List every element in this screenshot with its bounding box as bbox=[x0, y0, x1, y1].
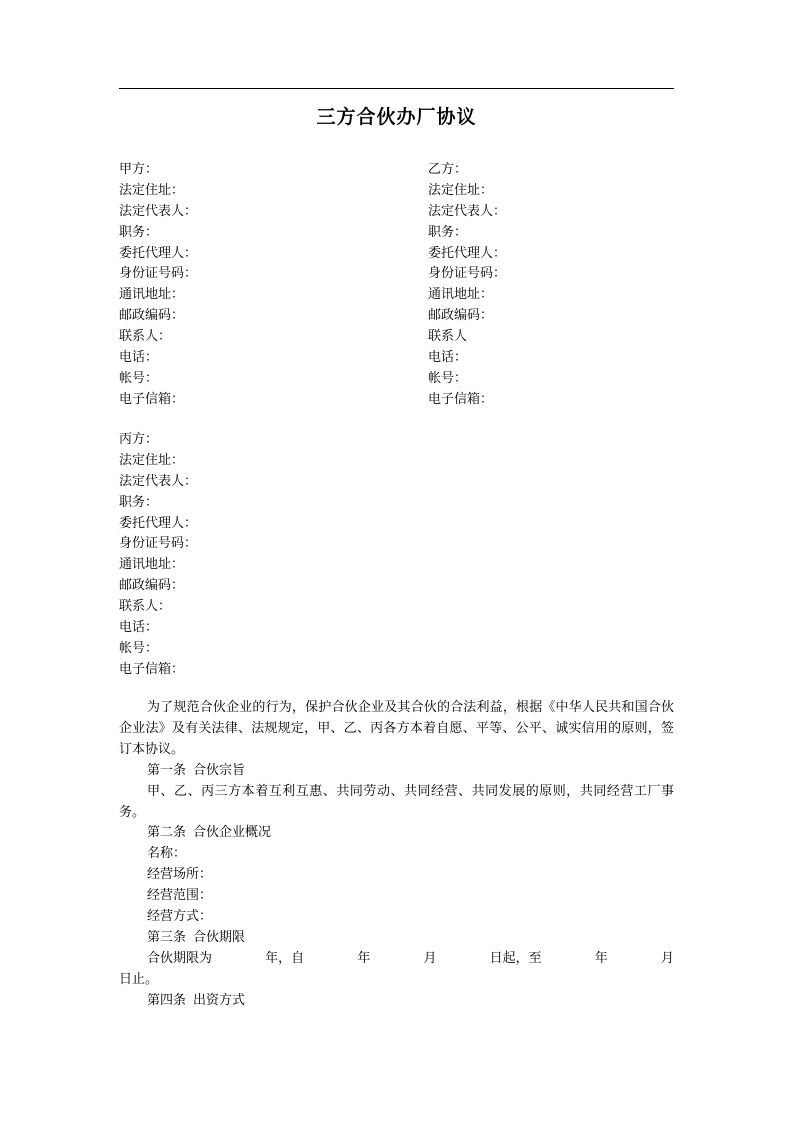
party-a-field: 委托代理人： bbox=[119, 245, 198, 261]
header-rule bbox=[119, 88, 674, 89]
party-b-field: 帐号： bbox=[428, 370, 468, 386]
article-number: 第二条 bbox=[147, 825, 187, 841]
article-2-heading bbox=[119, 823, 674, 844]
party-a-field: 通讯地址： bbox=[119, 287, 185, 303]
party-a-field: 帐号： bbox=[119, 370, 159, 386]
article-2-item: 经营范围： bbox=[147, 888, 213, 904]
party-a-field: 甲方： bbox=[119, 162, 159, 177]
party-a-block bbox=[119, 160, 419, 411]
party-c-field: 委托代理人： bbox=[119, 515, 198, 531]
party-c-field: 邮政编码： bbox=[119, 578, 185, 594]
article-3-heading bbox=[119, 928, 674, 949]
party-b-field: 电子信箱： bbox=[428, 391, 494, 407]
party-c-field: 联系人： bbox=[119, 599, 172, 615]
party-a-field: 电话： bbox=[119, 350, 159, 366]
party-b-field: 邮政编码： bbox=[428, 308, 494, 324]
party-a-field: 电子信箱： bbox=[119, 391, 185, 407]
article-name: 合伙企业概况 bbox=[193, 825, 272, 841]
party-a-field: 身份证号码： bbox=[119, 266, 198, 282]
article-number: 第三条 bbox=[147, 929, 187, 945]
party-c-field: 电话： bbox=[119, 620, 159, 636]
article-1-paragraph: 甲、乙、丙三方本着互利互惠、共同劳动、共同经营、共同发展的原则，共同经营工厂事务。 bbox=[119, 783, 674, 820]
document-title: 三方合伙办厂协议 bbox=[316, 106, 477, 128]
party-a-field: 联系人： bbox=[119, 329, 172, 345]
party-c-field: 通讯地址： bbox=[119, 557, 185, 573]
party-b-field: 职务： bbox=[428, 224, 468, 240]
party-c-field: 帐号： bbox=[119, 640, 159, 656]
article-2-item: 经营场所： bbox=[147, 867, 213, 883]
article-name: 合伙宗旨 bbox=[193, 762, 246, 778]
party-c-field: 身份证号码： bbox=[119, 536, 198, 552]
party-b-field: 联系人 bbox=[428, 329, 468, 345]
article-4-heading bbox=[119, 991, 674, 1012]
article-2-item: 名称： bbox=[147, 846, 187, 862]
preamble-paragraph: 为了规范合伙企业的行为，保护合伙企业及其合伙的合法利益，根据《中华人民共和国合伙企业法》及有关法律、法规规定，甲、乙、丙各方本着自愿、平等、公平、诚实信用的原则，签订本协议。 bbox=[119, 700, 674, 757]
article-2-item: 经营方式： bbox=[147, 909, 213, 925]
article-number: 第四条 bbox=[147, 992, 187, 1008]
party-b-field: 乙方： bbox=[428, 162, 468, 177]
party-c-block bbox=[119, 430, 419, 681]
party-b-field: 委托代理人： bbox=[428, 245, 507, 261]
party-b-field: 通讯地址： bbox=[428, 287, 494, 303]
party-a-field: 法定代表人： bbox=[119, 203, 198, 219]
article-1-heading bbox=[119, 761, 674, 782]
term-text: 年 bbox=[357, 950, 371, 966]
article-number: 第一条 bbox=[147, 762, 187, 778]
party-b-field: 法定住址： bbox=[428, 182, 494, 198]
term-text: 日起，至 bbox=[489, 950, 542, 966]
article-name: 合伙期限 bbox=[193, 929, 246, 945]
party-a-field: 职务： bbox=[119, 224, 159, 240]
term-text: 月 bbox=[423, 950, 437, 966]
agreement-body bbox=[119, 698, 674, 1012]
party-a-field: 邮政编码： bbox=[119, 308, 185, 324]
article-name: 出资方式 bbox=[193, 992, 246, 1008]
party-b-field: 电话： bbox=[428, 350, 468, 366]
party-b-block bbox=[428, 160, 673, 411]
party-a-field: 法定住址： bbox=[119, 182, 185, 198]
party-c-field: 电子信箱： bbox=[119, 661, 185, 677]
party-c-field: 丙方： bbox=[119, 432, 159, 447]
term-text: 年 bbox=[594, 950, 608, 966]
party-c-field: 职务： bbox=[119, 494, 159, 510]
party-c-field: 法定住址： bbox=[119, 452, 185, 468]
article-3-term-line bbox=[119, 949, 674, 970]
party-b-field: 身份证号码： bbox=[428, 266, 507, 282]
party-c-field: 法定代表人： bbox=[119, 473, 198, 489]
party-b-field: 法定代表人： bbox=[428, 203, 507, 219]
term-text: 月 bbox=[660, 950, 674, 966]
term-text: 合伙期限为 bbox=[147, 950, 213, 966]
term-text: 年，自 bbox=[265, 950, 305, 966]
article-3-term-tail: 日止。 bbox=[119, 971, 159, 987]
